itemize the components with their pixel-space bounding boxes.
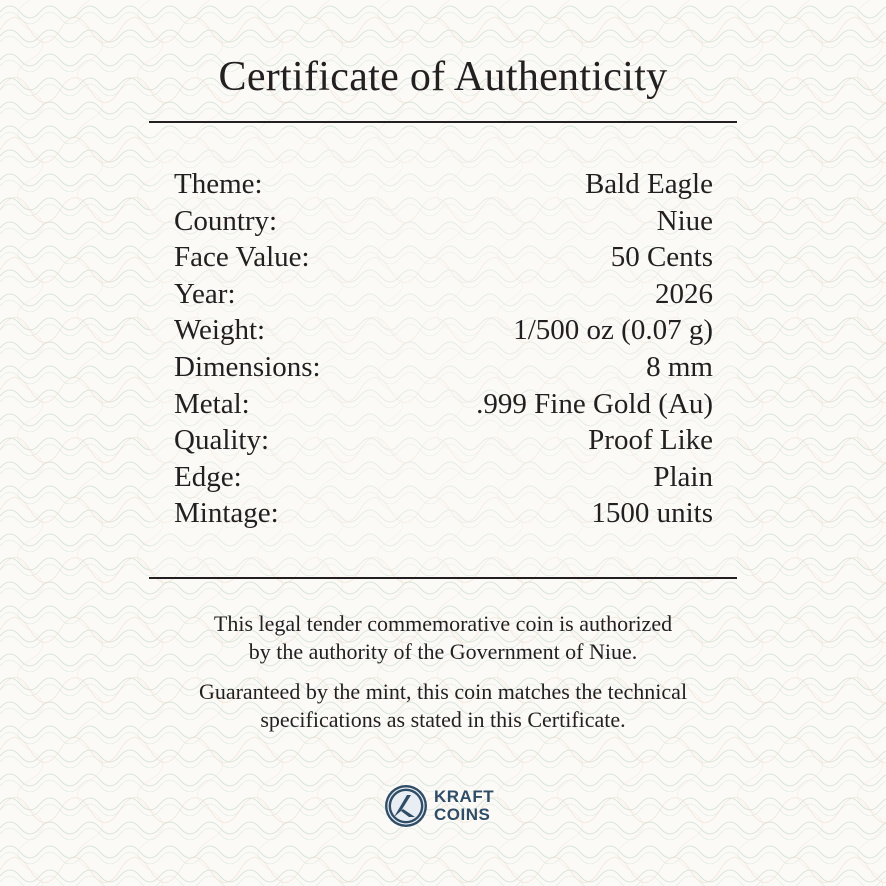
spec-value: .999 Fine Gold (Au) [476,387,713,420]
spec-value: Proof Like [588,424,713,457]
spec-row-weight [174,312,713,349]
legal-tender-note [0,610,886,666]
note-line: This legal tender commemorative coin is authorized [213,611,673,636]
spec-value: 1500 units [591,497,713,530]
kraft-coins-logo-mark-icon [384,784,428,828]
spec-label: Metal: [174,387,250,420]
spec-label: Mintage: [174,497,279,530]
spec-label: Year: [174,277,236,310]
spec-label: Dimensions: [174,350,321,383]
spec-label: Weight: [174,314,266,347]
note-line: by the authority of the Government of Niue. [248,639,638,664]
spec-row-country [174,203,713,240]
spec-value: Plain [653,460,713,493]
certificate-notes [0,610,886,734]
spec-value: 8 mm [646,350,713,383]
spec-label: Theme: [174,168,263,200]
bottom-divider [149,577,737,579]
certificate-title: Certificate of Authenticity [218,54,668,100]
spec-label: Face Value: [174,241,310,274]
spec-value: 1/500 oz (0.07 g) [513,314,713,347]
top-divider [149,121,737,123]
specs-table [174,166,713,532]
guarantee-note [0,678,886,734]
note-line: Guaranteed by the mint, this coin matches the technical [198,679,688,704]
spec-value: 2026 [655,277,713,310]
logo-line-2: COINS [434,805,491,824]
spec-value: Bald Eagle [584,168,713,200]
spec-row-year [174,276,713,313]
spec-label: Edge: [174,460,242,493]
spec-row-theme [174,166,713,203]
spec-row-metal [174,386,713,423]
logo-line-1: KRAFT [434,787,495,806]
spec-row-edge [174,459,713,496]
spec-label: Quality: [174,424,270,457]
spec-value: Niue [656,204,713,237]
spec-row-quality [174,422,713,459]
kraft-coins-wordmark [434,788,494,824]
note-line: specifications as stated in this Certificate. [260,707,626,732]
spec-label: Country: [174,204,278,237]
kraft-coins-logo [384,784,494,828]
spec-row-mintage [174,495,713,532]
spec-row-face-value [174,239,713,276]
spec-row-dimensions [174,349,713,386]
spec-value: 50 Cents [610,241,713,274]
